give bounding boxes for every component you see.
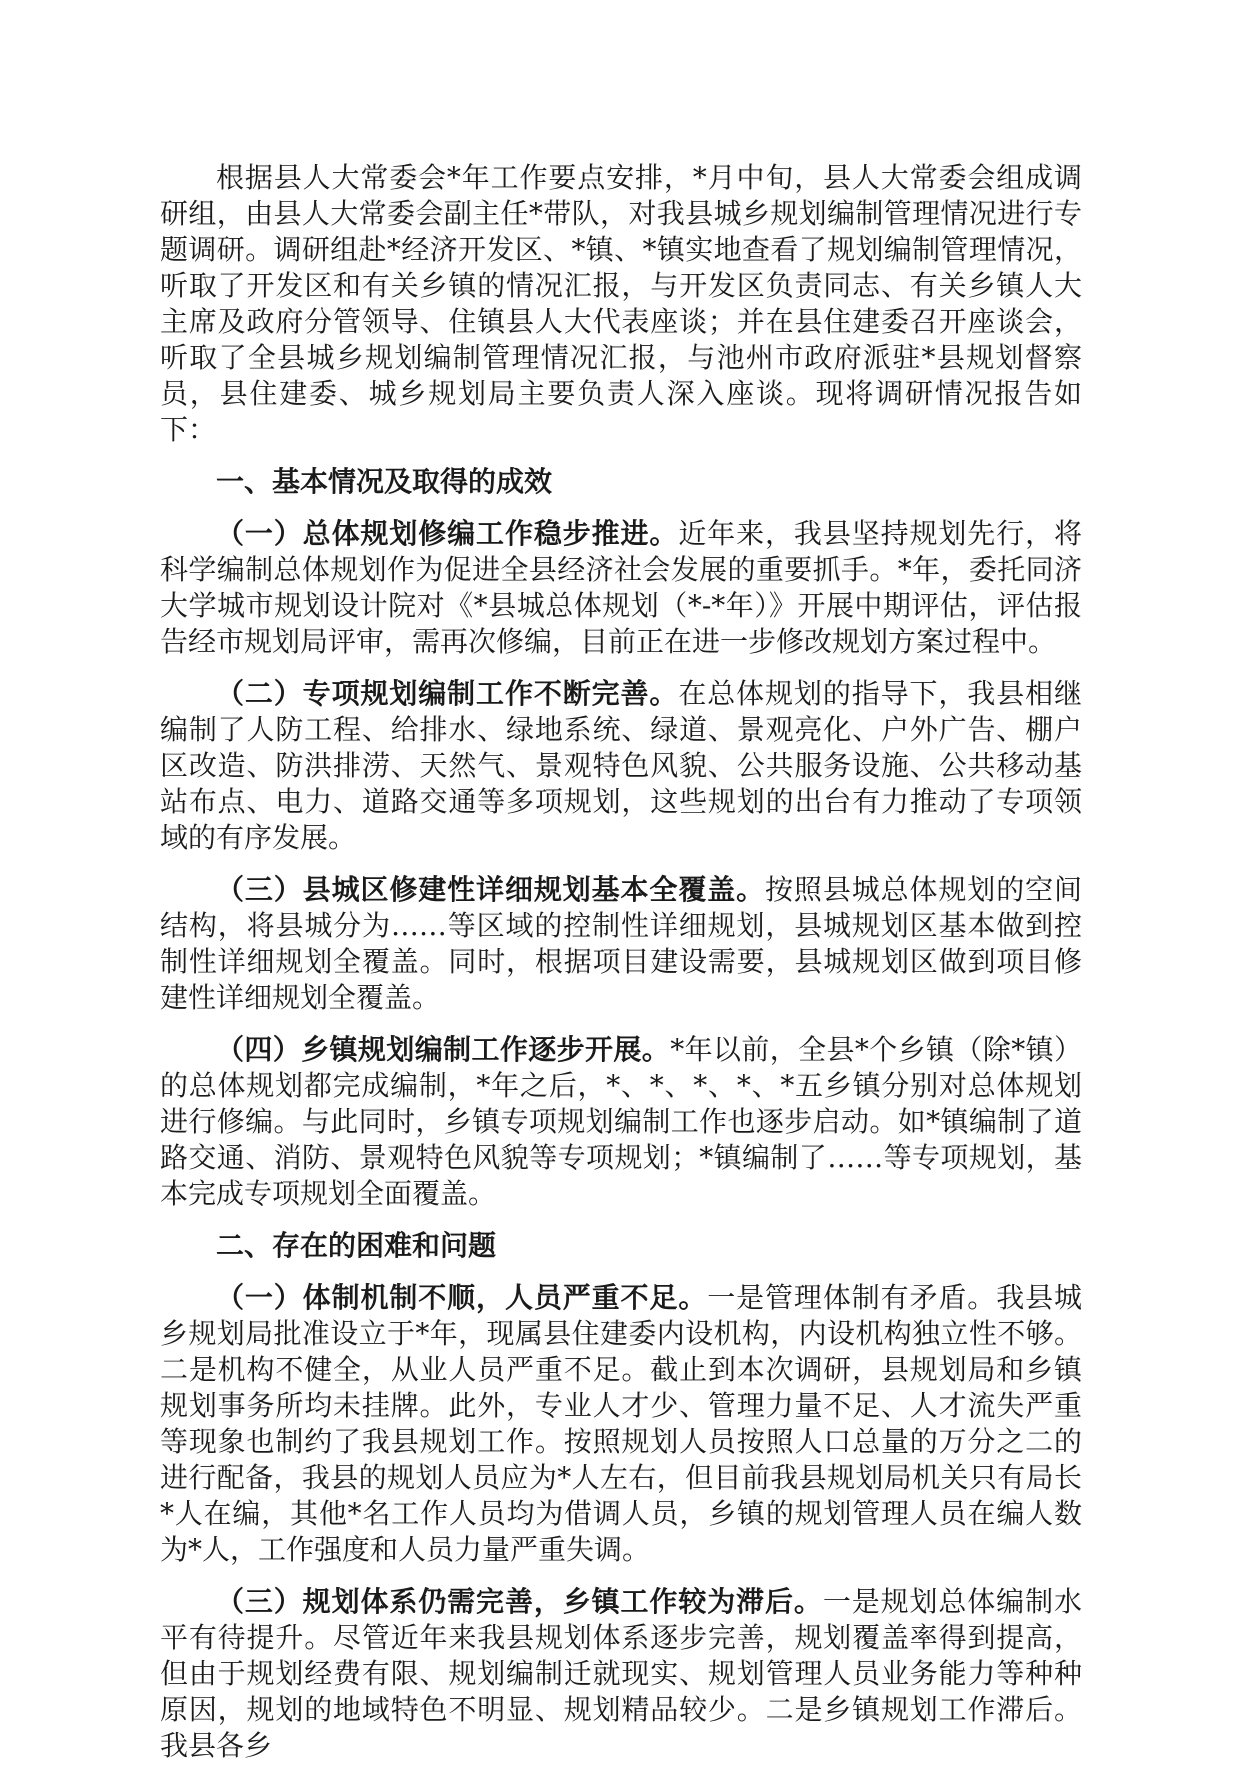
paragraph-text: 一是管理体制有矛盾。我县城乡规划局批准设立于*年，现属县住建委内设机构，内设机构独立性不够。二是机构不健全，从业人员严重不足。截止到本次调研，县规划局和乡镇规划事务所均未挂牌。此外，专业人才少、管理力量不足、人才流失严重等现象也制约了我县规划工作。按照规划人员按照人口总量的万分之二的进行配备，我县的规划人员应为*人左右，但目前我县规划局机关只有局长*人在编，其他*名工作人员均为借调人员，乡镇的规划管理人员在编人数为*人，工作强度和人员力量严重失调。 (160, 1281, 1082, 1566)
paragraph-text: 近年来，我县坚持规划先行，将科学编制总体规划作为促进全县经济社会发展的重要抓手。*年，委托同济大学城市规划设计院对《*县城总体规划（*-*年）》开展中期评估，评估报告经市规划局评审，需再次修编，目前正在进一步修改规划方案过程中。 (160, 517, 1082, 658)
paragraph-text: 一是规划总体编制水平有待提升。尽管近年来我县规划体系逐步完善，规划覆盖率得到提高，但由于规划经费有限、规划编制迁就现实、规划管理人员业务能力等种种原因，规划的地域特色不明显、规划精品较少。二是乡镇规划工作滞后。我县各乡 (160, 1585, 1082, 1762)
intro-paragraph: 根据县人大常委会*年工作要点安排，*月中旬，县人大常委会组成调研组，由县人大常委会副主任*带队，对我县城乡规划编制管理情况进行专题调研。调研组赴*经济开发区、*镇、*镇实地查看了规划编制管理情况，听取了开发区和有关乡镇的情况汇报，与开发区负责同志、有关乡镇人大主席及政府分管领导、住镇县人大代表座谈；并在县住建委召开座谈会，听取了全县城乡规划编制管理情况汇报，与池州市政府派驻*县规划督察员，县住建委、城乡规划局主要负责人深入座谈。现将调研情况报告如下： (160, 161, 1082, 446)
paragraph-overall-plan (160, 516, 1082, 660)
document-page (160, 160, 1082, 1780)
paragraph-lead: （三）县城区修建性详细规划基本全覆盖。 (216, 873, 766, 906)
paragraph-lead: （四）乡镇规划编制工作逐步开展。 (216, 1033, 671, 1066)
paragraph-lead: （一）体制机制不顺，人员严重不足。 (216, 1281, 708, 1314)
paragraph-lead: （三）规划体系仍需完善，乡镇工作较为滞后。 (216, 1585, 823, 1618)
paragraph-text: 按照县城总体规划的空间结构，将县城分为……等区域的控制性详细规划，县城规划区基本做到控制性详细规划全覆盖。同时，根据项目建设需要，县城规划区做到项目修建性详细规划全覆盖。 (160, 873, 1082, 1014)
paragraph-lead: （二）专项规划编制工作不断完善。 (216, 677, 679, 710)
paragraph-text: *年以前，全县*个乡镇（除*镇）的总体规划都完成编制，*年之后，*、*、*、*、*五乡镇分别对总体规划进行修编。与此同时，乡镇专项规划编制工作也逐步启动。如*镇编制了道路交通、消防、景观特色风貌等专项规划；*镇编制了……等专项规划，基本完成专项规划全面覆盖。 (160, 1033, 1082, 1210)
paragraph-detailed-plans (160, 872, 1082, 1016)
paragraph-township-plans (160, 1032, 1082, 1212)
paragraph-planning-system-problems (160, 1584, 1082, 1764)
section-heading-problems: 二、存在的困难和问题 (216, 1229, 497, 1262)
paragraph-lead: （一）总体规划修编工作稳步推进。 (216, 517, 679, 550)
section-heading-basic-situation: 一、基本情况及取得的成效 (216, 465, 553, 498)
paragraph-institutional-problems (160, 1280, 1082, 1568)
paragraph-text: 在总体规划的指导下，我县相继编制了人防工程、给排水、绿地系统、绿道、景观亮化、户外广告、棚户区改造、防洪排涝、天然气、景观特色风貌、公共服务设施、公共移动基站布点、电力、道路交通等多项规划，这些规划的出台有力推动了专项领域的有序发展。 (160, 677, 1082, 854)
paragraph-special-plans (160, 676, 1082, 856)
